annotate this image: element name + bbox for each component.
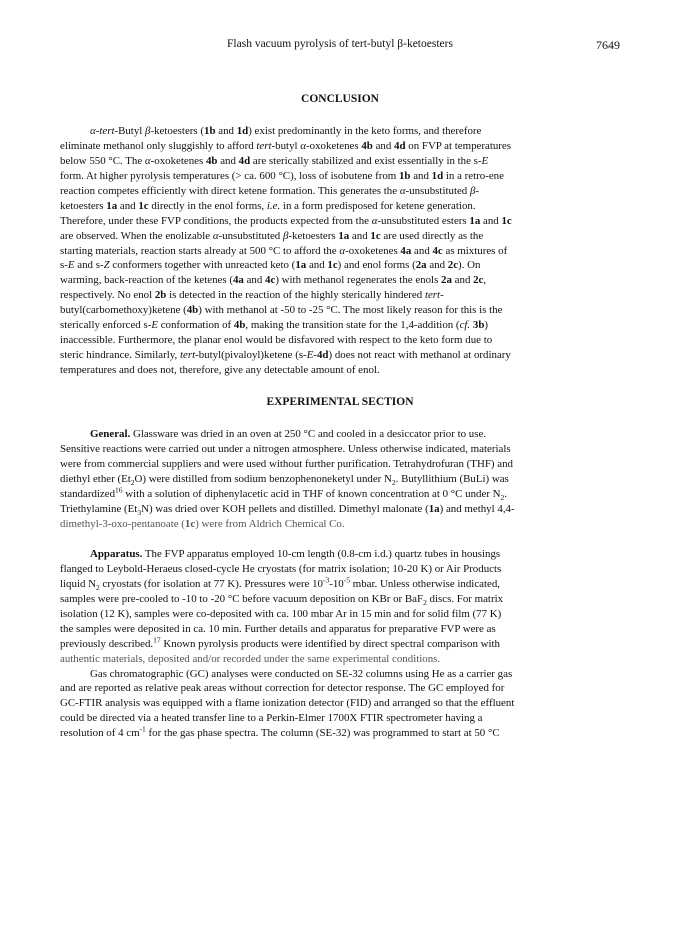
general-paragraph: General. Glassware was dried in an oven at 250 °C and cooled in a desiccator prior to use. Sensitive reactions were carried out under a nitrogen atmosphere. Unless otherwise indicated, materials were from commercial suppliers and were used without further purification. Tetrahydrofuran (THF) and diethyl ether $(Et_2O)$ were distilled from sodium benzophenoneketyl under $N_2$. Butyllithium (BuLi) was standardized$^{16}$ with a solution of diphenylacetic acid in THF of known concentration at 0 °C under $N_2$. Triethylamine $(Et_3N)$ was dried over KOH pellets and distilled. Dimethyl malonate (1a) and methyl 4,4- dimethyl-3-oxo-pentanoate (1c) were from Aldrich Chemical Co. (60, 428, 515, 530)
page-number: 7649 (596, 38, 620, 52)
general-label: General. (90, 428, 131, 440)
apparatus-label: Apparatus. (90, 548, 143, 560)
experimental-heading: EXPERIMENTAL SECTION (266, 396, 414, 408)
conclusion-paragraph: α-tert-Butyl β-ketoesters (1b and 1d) exist predominantly in the keto forms, and therefore eliminate methanol only sluggishly to afford tert-butyl α-oxoketenes 4b and 4d on FVP at temperatures below 550 °C. The α-oxoketenes 4b and 4d are sterically stabilized and exist essentially in the s-E form. At higher pyrolysis temperatures (> ca. 600 °C), loss of isobutene from 1b and 1d in a retro-ene reaction competes efficiently with direct ketene formation. This generates the α-unsubstituted β- ketoesters 1a and 1c directly in the enol forms, i.e. in a form predisposed for ketene generation. Therefore, under these FVP conditions, the products expected from the α-unsubstituted esters 1a and 1c are observed. When the enolizable α-unsubstituted β-ketoesters 1a and 1c are used directly as the starting materials, reaction starts already at 500 °C to afford the α-oxoketenes 4a and 4c as mixtures of s-E and s-Z conformers together with unreacted keto (1a and 1c) and enol forms (2a and 2c). On warming, back-reaction of the ketenes (4a and 4c) with methanol regenerates the enols 2a and 2c, respectively. No enol 2b is detected in the reaction of the highly sterically hindered tert- butyl(carbomethoxy)ketene (4b) with methanol at -50 to -25 °C. The most likely reason for this is the sterically enforced s-E conformation of 4b, making the transition state for the 1,4-addition (cf. 3b) inaccessible. Furthermore, the planar enol would be disfavored with respect to the keto form due to steric hindrance. Similarly, tert-butyl(pivaloyl)ketene (s-E-4d) does not react with methanol at ordinary temperatures and does not, therefore, give any detectable amount of enol. (60, 125, 512, 376)
running-header (0, 38, 680, 54)
apparatus-paragraph: Apparatus. The FVP apparatus employed 10-cm length (0.8-cm i.d.) quartz tubes in housings flanged to Leybold-Heraeus closed-cycle He cryostats (for matrix isolation; 10-20 K) or Air Products liquid $N_2$ cryostats (for isolation at 77 K). Pressures were $10^{-3}-10^{-5}$ mbar. Unless otherwise indicated, samples were pre-cooled to -10 to -20 °C before vacuum deposition on KBr or BaF$_2$ discs. For matrix isolation (12 K), samples were co-deposited with ca. 100 mbar Ar in 15 min and for solid film (77 K) the samples were deposited in ca. 10 min. Further details and apparatus for preparative FVP were as previously described.$^{17}$ Known pyrolysis products were identified by direct spectral comparison with authentic materials, deposited and/or recorded under the same experimental conditions. Gas chromatographic (GC) analyses were conducted on SE-32 columns using He as a carrier gas and are reported as relative peak areas without correction for detector response. The GC employed for GC-FTIR analysis was equipped with a flame ionization detector (FID) and arranged so that the effluent could be directed via a heated transfer line to a Perkin-Elmer 1700X FTIR spectrometer having a resolution of 4 $cm^{-1}$ for the gas phase spectra. The column (SE-32) was programmed to start at 50 °C (60, 548, 515, 740)
conclusion-heading: CONCLUSION (301, 93, 379, 105)
running-title: Flash vacuum pyrolysis of tert-butyl β-ketoesters (227, 38, 453, 50)
